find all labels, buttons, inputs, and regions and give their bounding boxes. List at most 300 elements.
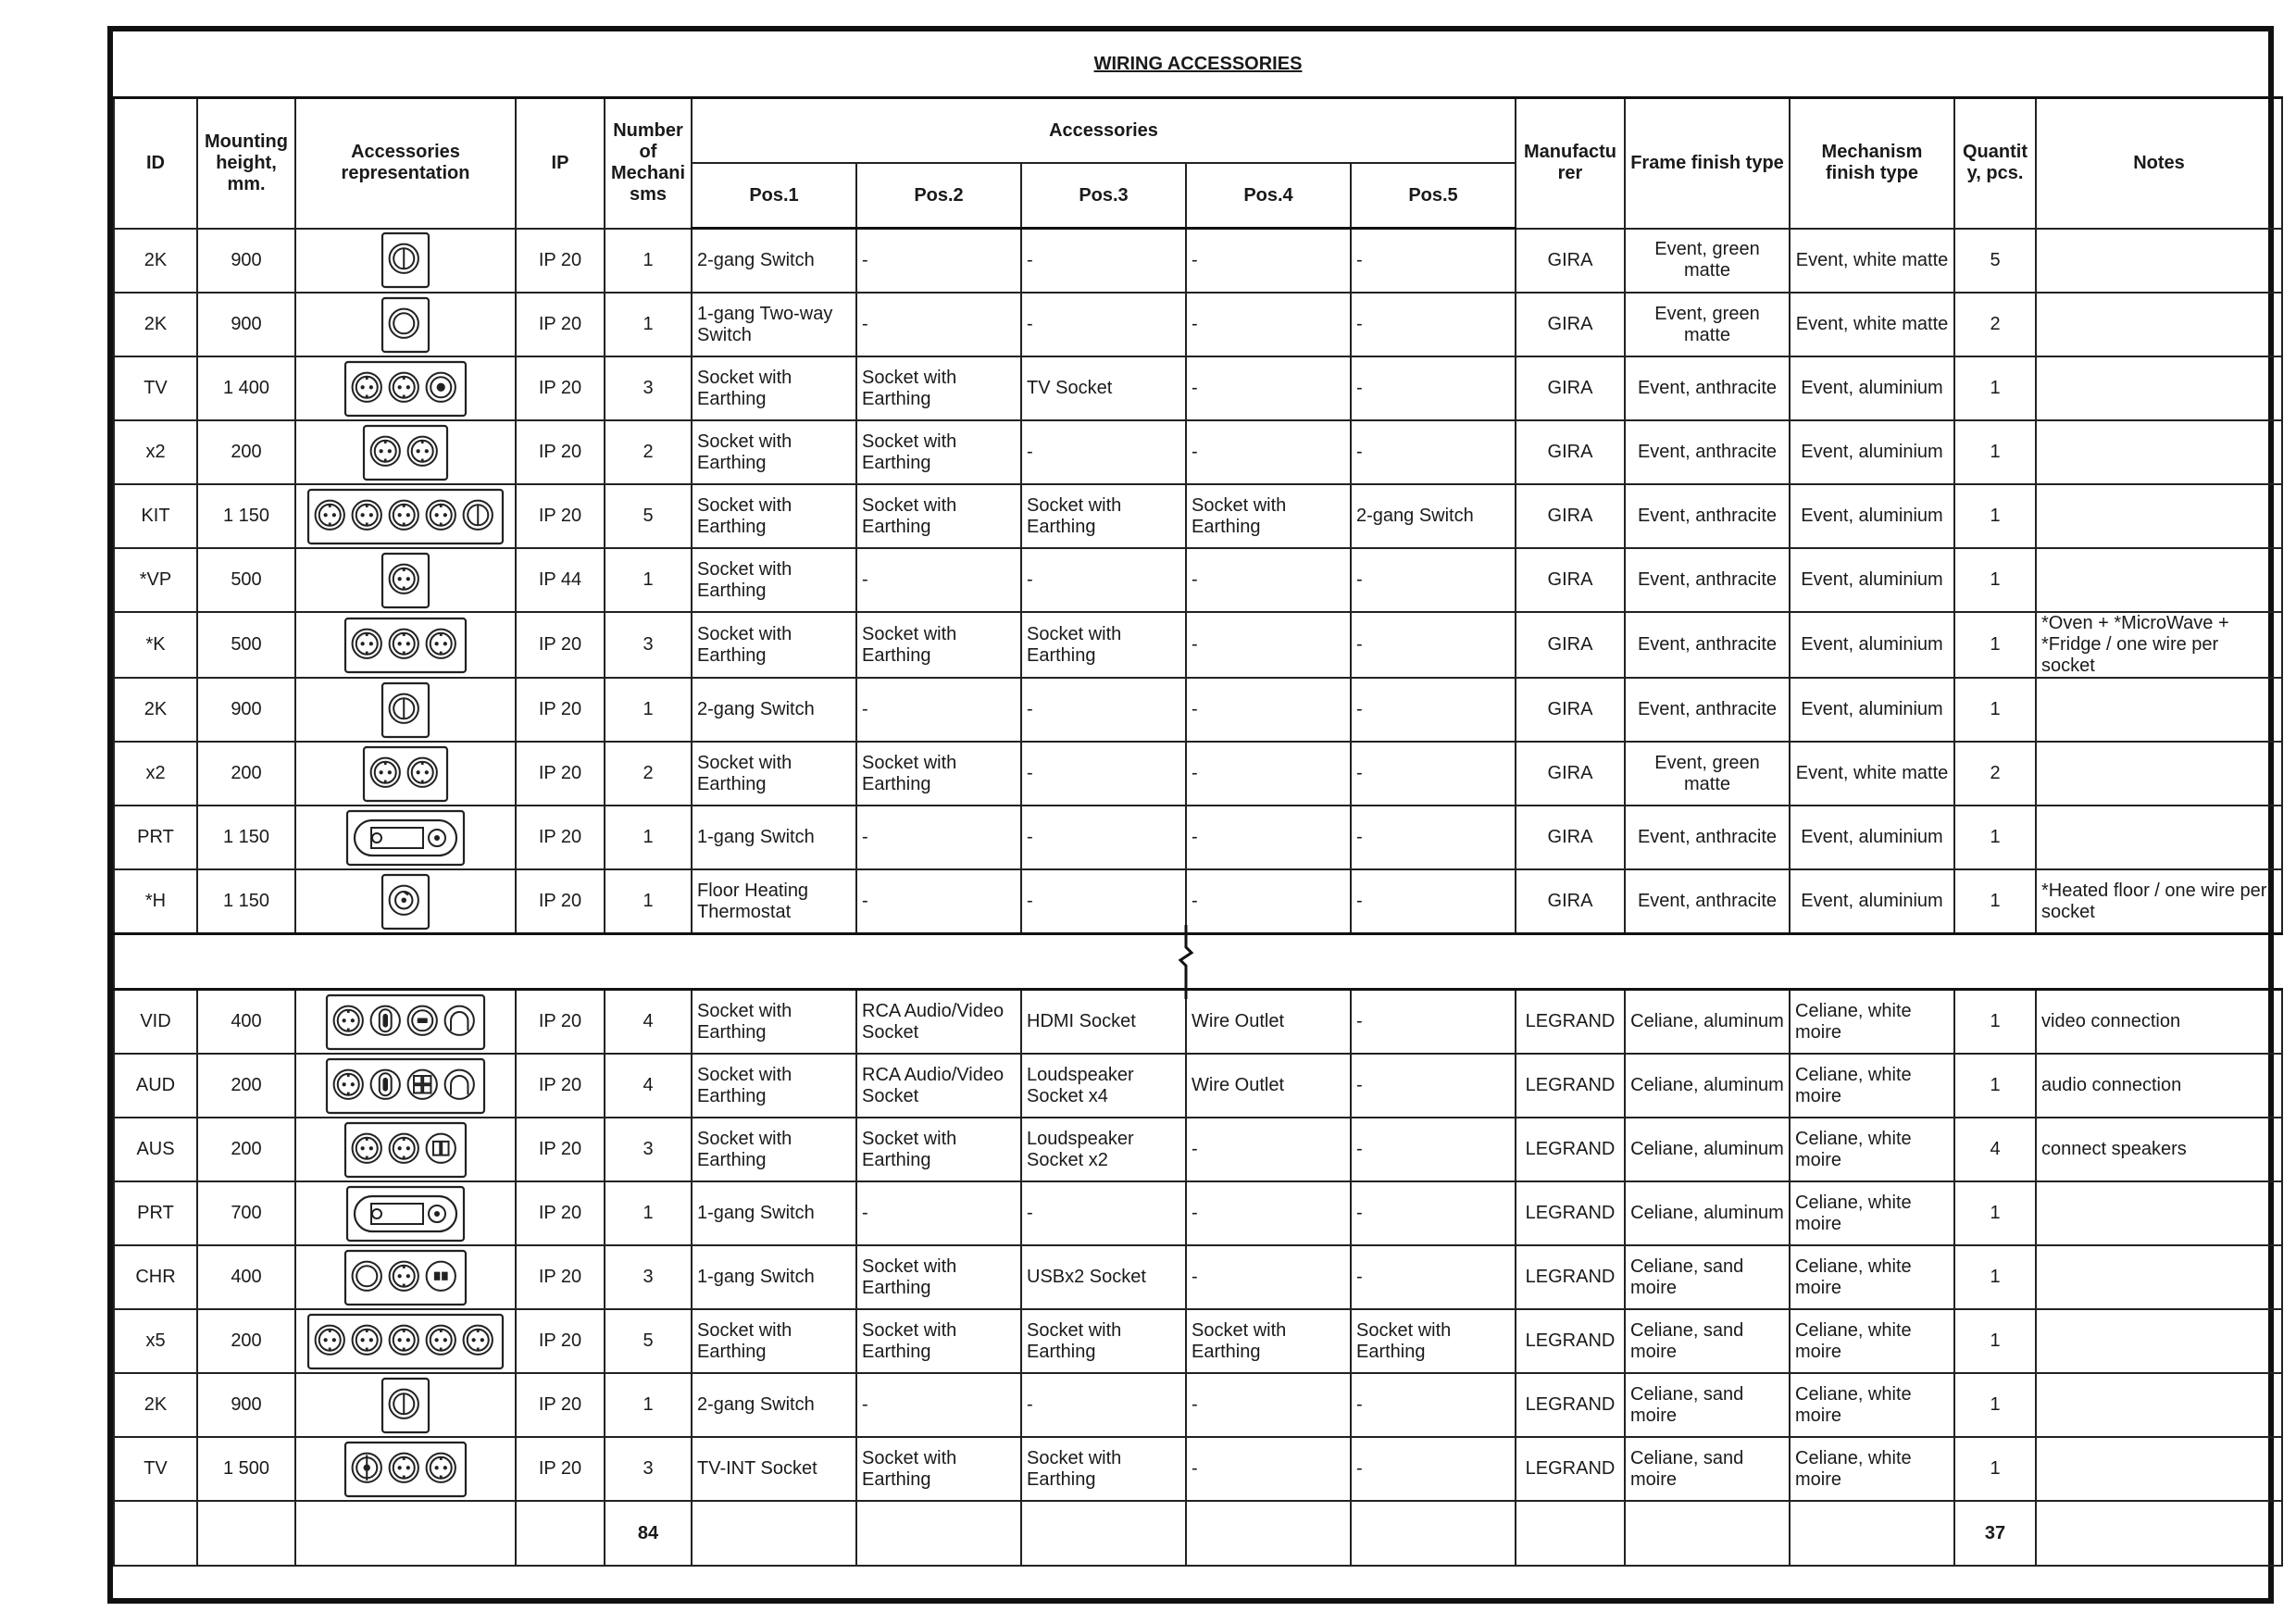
cell-mechanisms: 3 xyxy=(605,1245,692,1309)
cell-pos-5: - xyxy=(1351,806,1516,869)
cell-pos-1: Socket with Earthing xyxy=(692,742,856,806)
frame-icon xyxy=(306,488,505,545)
rca-icon xyxy=(371,1006,400,1034)
break-line-icon xyxy=(1173,925,1201,999)
cell-notes xyxy=(2036,548,2282,612)
cell-pos-5: - xyxy=(1351,1054,1516,1118)
cell-pos-3: Socket with Earthing xyxy=(1021,612,1186,678)
socket-icon xyxy=(371,436,400,465)
cell-quantity: 1 xyxy=(1954,356,2036,420)
cell-frame-finish: Celiane, sand moire xyxy=(1625,1373,1790,1437)
cell-mounting-height: 700 xyxy=(197,1181,295,1245)
cell-frame-finish: Event, anthracite xyxy=(1625,420,1790,484)
cell-mounting-height: 400 xyxy=(197,990,295,1055)
cell-pos-3: - xyxy=(1021,420,1186,484)
frame-icon xyxy=(343,1121,468,1179)
total-mechanisms: 84 xyxy=(605,1501,692,1566)
cell-pos-2: Socket with Earthing xyxy=(856,1437,1021,1501)
cell-pos-3: HDMI Socket xyxy=(1021,990,1186,1055)
cell-pos-2: Socket with Earthing xyxy=(856,1245,1021,1309)
socket-icon xyxy=(353,500,381,529)
cell-frame-finish: Event, anthracite xyxy=(1625,484,1790,548)
cell-mechanisms: 1 xyxy=(605,1181,692,1245)
table-row xyxy=(114,806,2282,869)
table-title: WIRING ACCESSORIES xyxy=(1093,53,1303,74)
socket-icon xyxy=(427,1453,455,1481)
cell-pos-5: - xyxy=(1351,990,1516,1055)
cell-notes: video connection xyxy=(2036,990,2282,1055)
cell-manufacturer: GIRA xyxy=(1516,806,1625,869)
cell-mechanism-finish: Event, aluminium xyxy=(1790,356,1954,420)
cell-pos-2: Socket with Earthing xyxy=(856,1309,1021,1373)
cell-pos-2: Socket with Earthing xyxy=(856,356,1021,420)
cell-pos-1: Socket with Earthing xyxy=(692,612,856,678)
table-row xyxy=(114,1437,2282,1501)
cell-mounting-height: 1 150 xyxy=(197,806,295,869)
cell-pos-2: RCA Audio/Video Socket xyxy=(856,1054,1021,1118)
accessory-representation xyxy=(295,742,516,806)
cell-mechanism-finish: Celiane, white moire xyxy=(1790,1437,1954,1501)
cell-pos-1: 2-gang Switch xyxy=(692,1373,856,1437)
switch2-icon xyxy=(390,244,418,273)
cell-pos-1: Socket with Earthing xyxy=(692,1054,856,1118)
accessory-representation xyxy=(295,293,516,356)
cell-mechanism-finish: Event, aluminium xyxy=(1790,869,1954,934)
table-row xyxy=(114,1054,2282,1118)
totals-empty xyxy=(1186,1501,1351,1566)
accessory-representation xyxy=(295,806,516,869)
cell-frame-finish: Event, anthracite xyxy=(1625,806,1790,869)
cell-frame-finish: Event, green matte xyxy=(1625,742,1790,806)
cell-notes: audio connection xyxy=(2036,1054,2282,1118)
cell-mechanisms: 1 xyxy=(605,678,692,742)
cell-pos-4: - xyxy=(1186,1437,1351,1501)
cell-pos-4: Socket with Earthing xyxy=(1186,1309,1351,1373)
cell-mounting-height: 900 xyxy=(197,229,295,294)
cell-mechanisms: 3 xyxy=(605,612,692,678)
header-manufacturer xyxy=(1516,98,1625,229)
cell-notes xyxy=(2036,356,2282,420)
cell-mounting-height: 200 xyxy=(197,1309,295,1373)
spk2-icon xyxy=(427,1133,455,1162)
cell-pos-1: 1-gang Switch xyxy=(692,1181,856,1245)
cell-mounting-height: 900 xyxy=(197,293,295,356)
accessory-representation xyxy=(295,420,516,484)
cell-frame-finish: Event, anthracite xyxy=(1625,548,1790,612)
cell-pos-2: RCA Audio/Video Socket xyxy=(856,990,1021,1055)
cell-pos-4: - xyxy=(1186,806,1351,869)
accessory-representation xyxy=(295,612,516,678)
cell-pos-3: - xyxy=(1021,678,1186,742)
cell-pos-1: 2-gang Switch xyxy=(692,229,856,294)
cell-quantity: 1 xyxy=(1954,1054,2036,1118)
accessory-representation xyxy=(295,1181,516,1245)
cell-ip: IP 20 xyxy=(516,1245,605,1309)
cell-quantity: 1 xyxy=(1954,1309,2036,1373)
socket-icon xyxy=(353,1325,381,1354)
cell-manufacturer: GIRA xyxy=(1516,548,1625,612)
cell-pos-4: - xyxy=(1186,1245,1351,1309)
cell-manufacturer: LEGRAND xyxy=(1516,1309,1625,1373)
switch2-icon xyxy=(390,693,418,722)
cell-notes xyxy=(2036,806,2282,869)
cell-pos-2: Socket with Earthing xyxy=(856,484,1021,548)
cell-ip: IP 20 xyxy=(516,806,605,869)
cell-pos-1: 1-gang Switch xyxy=(692,1245,856,1309)
header-number-line: Mechani xyxy=(610,163,686,184)
frame-icon xyxy=(343,1249,468,1306)
cell-manufacturer: GIRA xyxy=(1516,612,1625,678)
cell-mechanisms: 1 xyxy=(605,293,692,356)
cell-mechanism-finish: Celiane, white moire xyxy=(1790,1118,1954,1181)
cell-pos-5: - xyxy=(1351,1181,1516,1245)
cell-notes xyxy=(2036,420,2282,484)
header-pos-5: Pos.5 xyxy=(1351,163,1516,229)
cell-manufacturer: GIRA xyxy=(1516,420,1625,484)
socket-icon xyxy=(390,1453,418,1481)
cell-quantity: 5 xyxy=(1954,229,2036,294)
frame-icon xyxy=(381,296,430,354)
cell-mechanism-finish: Event, aluminium xyxy=(1790,548,1954,612)
cell-frame-finish: Celiane, aluminum xyxy=(1625,1181,1790,1245)
cell-pos-3: - xyxy=(1021,869,1186,934)
cell-ip: IP 20 xyxy=(516,1373,605,1437)
cell-pos-3: TV Socket xyxy=(1021,356,1186,420)
cell-manufacturer: LEGRAND xyxy=(1516,1118,1625,1181)
cell-pos-4: Socket with Earthing xyxy=(1186,484,1351,548)
socket-icon xyxy=(316,1325,344,1354)
totals-empty xyxy=(1790,1501,1954,1566)
cell-notes xyxy=(2036,1437,2282,1501)
cell-mounting-height: 400 xyxy=(197,1245,295,1309)
header-pos-2: Pos.2 xyxy=(856,163,1021,229)
header-accessories: Accessories xyxy=(692,98,1516,164)
table-row xyxy=(114,548,2282,612)
cell-pos-4: - xyxy=(1186,869,1351,934)
cell-pos-1: TV-INT Socket xyxy=(692,1437,856,1501)
cell-id: *K xyxy=(114,612,197,678)
cell-pos-4: - xyxy=(1186,356,1351,420)
frame-icon xyxy=(325,1057,486,1115)
cell-mechanism-finish: Event, aluminium xyxy=(1790,420,1954,484)
cell-pos-5: 2-gang Switch xyxy=(1351,484,1516,548)
totals-empty xyxy=(516,1501,605,1566)
rca-icon xyxy=(371,1069,400,1098)
cell-quantity: 1 xyxy=(1954,612,2036,678)
hdmi-icon xyxy=(408,1006,437,1034)
totals-empty xyxy=(856,1501,1021,1566)
cell-id: KIT xyxy=(114,484,197,548)
cell-pos-1: 1-gang Two-way Switch xyxy=(692,293,856,356)
cell-mechanisms: 1 xyxy=(605,229,692,294)
cell-manufacturer: LEGRAND xyxy=(1516,1437,1625,1501)
spk4-icon xyxy=(408,1069,437,1098)
cell-id: 2K xyxy=(114,678,197,742)
table-row xyxy=(114,1181,2282,1245)
cell-id: VID xyxy=(114,990,197,1055)
cell-frame-finish: Celiane, sand moire xyxy=(1625,1245,1790,1309)
cell-notes xyxy=(2036,1245,2282,1309)
accessory-representation xyxy=(295,1118,516,1181)
cell-pos-2: Socket with Earthing xyxy=(856,1118,1021,1181)
cell-ip: IP 20 xyxy=(516,484,605,548)
cell-mechanism-finish: Event, aluminium xyxy=(1790,484,1954,548)
cell-pos-1: Socket with Earthing xyxy=(692,1309,856,1373)
cell-mechanisms: 1 xyxy=(605,806,692,869)
header-manufacturer-line: Manufactu xyxy=(1524,142,1616,163)
cell-ip: IP 44 xyxy=(516,548,605,612)
cell-pos-1: 2-gang Switch xyxy=(692,678,856,742)
accessory-representation xyxy=(295,1437,516,1501)
cell-pos-1: Socket with Earthing xyxy=(692,484,856,548)
thermo-icon xyxy=(390,885,418,914)
cell-pos-4: - xyxy=(1186,678,1351,742)
cell-pos-3: Socket with Earthing xyxy=(1021,1309,1186,1373)
totals-empty xyxy=(197,1501,295,1566)
cell-pos-2: - xyxy=(856,806,1021,869)
header-frame-finish: Frame finish type xyxy=(1625,98,1790,229)
cell-mechanisms: 1 xyxy=(605,869,692,934)
cell-mechanisms: 2 xyxy=(605,420,692,484)
cell-pos-2: Socket with Earthing xyxy=(856,742,1021,806)
cell-quantity: 1 xyxy=(1954,1437,2036,1501)
cell-ip: IP 20 xyxy=(516,869,605,934)
accessory-representation xyxy=(295,548,516,612)
cell-frame-finish: Celiane, aluminum xyxy=(1625,1118,1790,1181)
cell-id: CHR xyxy=(114,1245,197,1309)
cell-pos-4: - xyxy=(1186,612,1351,678)
title-row xyxy=(114,31,2282,98)
header-number-line: sms xyxy=(629,184,668,206)
frame-icon xyxy=(343,617,468,674)
cell-notes xyxy=(2036,293,2282,356)
totals-empty xyxy=(692,1501,856,1566)
cell-mechanisms: 1 xyxy=(605,1373,692,1437)
header-notes: Notes xyxy=(2036,98,2282,229)
switch1-icon xyxy=(390,308,418,337)
frame-icon xyxy=(362,745,449,803)
switch2-icon xyxy=(464,500,493,529)
cell-mounting-height: 1 150 xyxy=(197,869,295,934)
frame-icon xyxy=(381,552,430,609)
socket-icon xyxy=(353,1133,381,1162)
cell-pos-3: - xyxy=(1021,293,1186,356)
cell-mechanism-finish: Celiane, white moire xyxy=(1790,1245,1954,1309)
header-quantity-line: y, pcs. xyxy=(1966,163,2024,184)
cell-pos-5: - xyxy=(1351,742,1516,806)
cell-ip: IP 20 xyxy=(516,678,605,742)
socket-icon xyxy=(390,564,418,593)
cell-ip: IP 20 xyxy=(516,420,605,484)
cell-manufacturer: GIRA xyxy=(1516,869,1625,934)
cell-pos-4: - xyxy=(1186,229,1351,294)
cell-pos-3: USBx2 Socket xyxy=(1021,1245,1186,1309)
cell-id: AUS xyxy=(114,1118,197,1181)
cell-quantity: 2 xyxy=(1954,293,2036,356)
accessory-representation xyxy=(295,1054,516,1118)
cell-mounting-height: 1 150 xyxy=(197,484,295,548)
switch1-icon xyxy=(353,1261,381,1290)
cell-mounting-height: 200 xyxy=(197,420,295,484)
cell-pos-3: Socket with Earthing xyxy=(1021,1437,1186,1501)
cell-ip: IP 20 xyxy=(516,229,605,294)
wiring-accessories-sheet xyxy=(107,26,2274,1604)
tv-icon xyxy=(427,372,455,401)
header-row-1 xyxy=(114,98,2282,164)
frame-icon xyxy=(343,1441,468,1498)
cell-pos-5: - xyxy=(1351,229,1516,294)
cell-pos-3: Socket with Earthing xyxy=(1021,484,1186,548)
cell-ip: IP 20 xyxy=(516,1118,605,1181)
cell-pos-2: - xyxy=(856,548,1021,612)
cell-pos-5: - xyxy=(1351,1373,1516,1437)
cell-quantity: 1 xyxy=(1954,1181,2036,1245)
header-id: ID xyxy=(114,98,197,229)
cell-id: PRT xyxy=(114,1181,197,1245)
cell-quantity: 1 xyxy=(1954,1245,2036,1309)
cell-pos-1: Floor Heating Thermostat xyxy=(692,869,856,934)
cell-mechanism-finish: Celiane, white moire xyxy=(1790,1054,1954,1118)
cell-pos-4: - xyxy=(1186,548,1351,612)
cell-mounting-height: 200 xyxy=(197,742,295,806)
cell-ip: IP 20 xyxy=(516,742,605,806)
cell-ip: IP 20 xyxy=(516,1054,605,1118)
cell-mechanism-finish: Event, white matte xyxy=(1790,293,1954,356)
cell-quantity: 1 xyxy=(1954,484,2036,548)
gira-rows xyxy=(114,229,2282,934)
cell-pos-5: - xyxy=(1351,678,1516,742)
tvint-icon xyxy=(353,1453,381,1481)
cell-manufacturer: LEGRAND xyxy=(1516,990,1625,1055)
socket-icon xyxy=(427,629,455,657)
cell-id: AUD xyxy=(114,1054,197,1118)
cell-manufacturer: LEGRAND xyxy=(1516,1181,1625,1245)
cell-mounting-height: 1 500 xyxy=(197,1437,295,1501)
wiring-accessories-table xyxy=(113,31,2283,1567)
cell-pos-4: - xyxy=(1186,1373,1351,1437)
cell-pos-3: Loudspeaker Socket x4 xyxy=(1021,1054,1186,1118)
table-row xyxy=(114,420,2282,484)
table-row xyxy=(114,1309,2282,1373)
accessory-representation xyxy=(295,484,516,548)
totals-empty xyxy=(1021,1501,1186,1566)
cell-ip: IP 20 xyxy=(516,990,605,1055)
cell-pos-4: - xyxy=(1186,742,1351,806)
cell-notes: *Heated floor / one wire per socket xyxy=(2036,869,2282,934)
cell-ip: IP 20 xyxy=(516,1437,605,1501)
frame-icon xyxy=(381,873,430,931)
cell-pos-4: - xyxy=(1186,420,1351,484)
cell-id: *H xyxy=(114,869,197,934)
table-row xyxy=(114,990,2282,1055)
cell-pos-5: - xyxy=(1351,869,1516,934)
totals-empty xyxy=(114,1501,197,1566)
cell-mechanisms: 2 xyxy=(605,742,692,806)
socket-icon xyxy=(371,757,400,786)
cell-ip: IP 20 xyxy=(516,1181,605,1245)
cell-id: 2K xyxy=(114,293,197,356)
cell-id: PRT xyxy=(114,806,197,869)
cell-mounting-height: 500 xyxy=(197,612,295,678)
socket-icon xyxy=(464,1325,493,1354)
table-row xyxy=(114,484,2282,548)
cell-mechanisms: 4 xyxy=(605,1054,692,1118)
cell-mechanism-finish: Event, aluminium xyxy=(1790,678,1954,742)
socket-icon xyxy=(427,1325,455,1354)
cell-manufacturer: LEGRAND xyxy=(1516,1373,1625,1437)
header-number-line: of xyxy=(639,142,657,163)
cell-notes xyxy=(2036,742,2282,806)
cell-id: x2 xyxy=(114,420,197,484)
usb-icon xyxy=(427,1261,455,1290)
header-quantity-line: Quantit xyxy=(1963,142,2028,163)
cell-mechanism-finish: Celiane, white moire xyxy=(1790,1181,1954,1245)
cell-frame-finish: Event, anthracite xyxy=(1625,678,1790,742)
wire-icon xyxy=(445,1006,474,1034)
header-mechanism-finish: Mechanism finish type xyxy=(1790,98,1954,229)
cell-mounting-height: 200 xyxy=(197,1118,295,1181)
cell-mechanism-finish: Event, white matte xyxy=(1790,229,1954,294)
cell-pos-3: - xyxy=(1021,1373,1186,1437)
cell-pos-1: Socket with Earthing xyxy=(692,1118,856,1181)
cell-pos-4: - xyxy=(1186,1181,1351,1245)
cell-mounting-height: 900 xyxy=(197,1373,295,1437)
table-row xyxy=(114,678,2282,742)
cell-frame-finish: Celiane, sand moire xyxy=(1625,1437,1790,1501)
cell-mechanism-finish: Celiane, white moire xyxy=(1790,1373,1954,1437)
cell-mounting-height: 1 400 xyxy=(197,356,295,420)
switch2-icon xyxy=(390,1389,418,1418)
cell-frame-finish: Celiane, sand moire xyxy=(1625,1309,1790,1373)
accessory-representation xyxy=(295,678,516,742)
cell-notes xyxy=(2036,1373,2282,1437)
cell-pos-2: - xyxy=(856,869,1021,934)
cell-pos-2: - xyxy=(856,229,1021,294)
cell-pos-3: - xyxy=(1021,548,1186,612)
cell-manufacturer: GIRA xyxy=(1516,742,1625,806)
totals-row xyxy=(114,1501,2282,1566)
socket-icon xyxy=(408,436,437,465)
cell-pos-1: Socket with Earthing xyxy=(692,990,856,1055)
cell-mechanism-finish: Event, white matte xyxy=(1790,742,1954,806)
cell-notes xyxy=(2036,1181,2282,1245)
socket-icon xyxy=(390,629,418,657)
wire-icon xyxy=(445,1069,474,1098)
cell-id: TV xyxy=(114,356,197,420)
socket-icon xyxy=(316,500,344,529)
cell-notes xyxy=(2036,678,2282,742)
cell-mechanisms: 3 xyxy=(605,1118,692,1181)
cell-frame-finish: Celiane, aluminum xyxy=(1625,990,1790,1055)
frame-icon xyxy=(306,1313,505,1370)
accessory-representation xyxy=(295,1373,516,1437)
cell-manufacturer: GIRA xyxy=(1516,293,1625,356)
cell-quantity: 1 xyxy=(1954,869,2036,934)
cell-pos-1: 1-gang Switch xyxy=(692,806,856,869)
cell-pos-3: - xyxy=(1021,742,1186,806)
totals-empty xyxy=(1351,1501,1516,1566)
table-row xyxy=(114,612,2282,678)
frame-prt-icon xyxy=(345,1185,466,1243)
cell-manufacturer: LEGRAND xyxy=(1516,1245,1625,1309)
cell-notes xyxy=(2036,484,2282,548)
frame-icon xyxy=(381,681,430,739)
cell-mechanism-finish: Celiane, white moire xyxy=(1790,1309,1954,1373)
cell-mounting-height: 900 xyxy=(197,678,295,742)
accessory-representation xyxy=(295,229,516,294)
cell-manufacturer: GIRA xyxy=(1516,356,1625,420)
socket-icon xyxy=(427,500,455,529)
